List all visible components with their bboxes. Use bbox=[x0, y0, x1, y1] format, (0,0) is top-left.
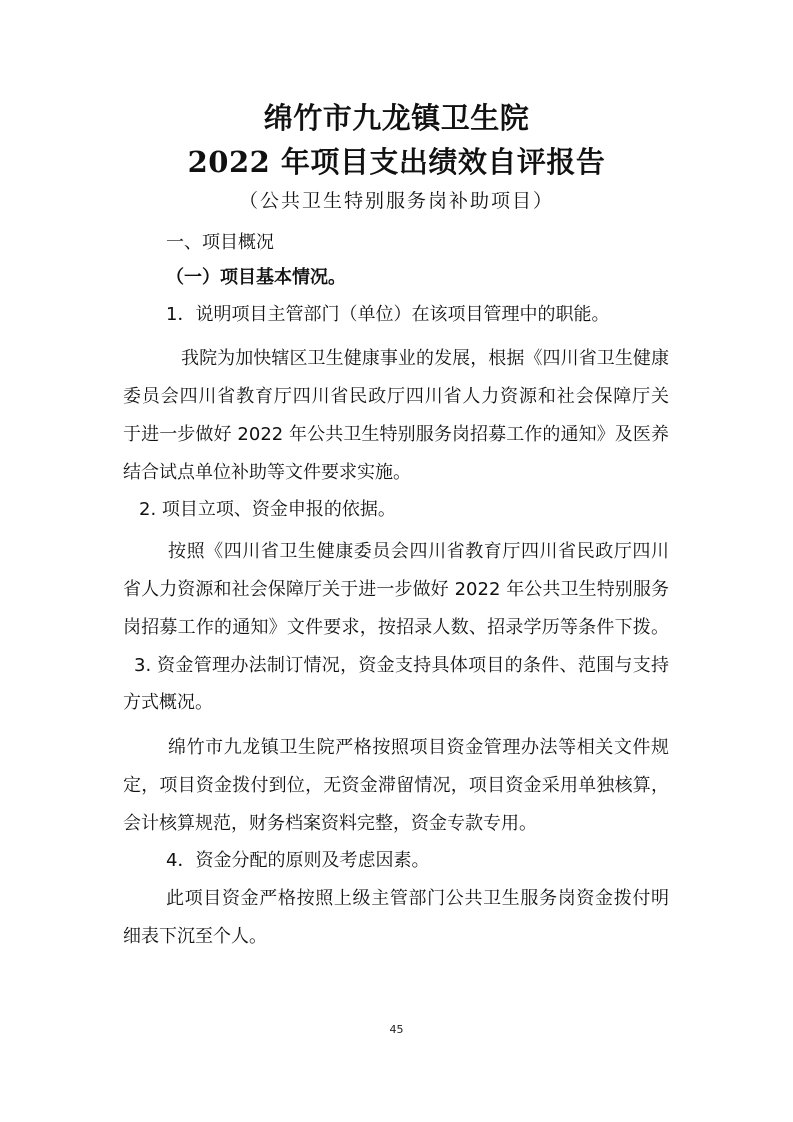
item-1-paragraph-line: 我院为加快辖区卫生健康事业的发展，根据《四川省卫生健康 bbox=[181, 348, 669, 369]
page-number: 45 bbox=[389, 1023, 404, 1036]
section-heading-overview: 一、项目概况 bbox=[166, 232, 274, 253]
item-4-paragraph-line: 细表下沉至个人。 bbox=[123, 926, 267, 947]
item-2-heading: 2. 项目立项、资金申报的依据。 bbox=[139, 499, 396, 520]
item-4-paragraph-line: 此项目资金严格按照上级主管部门公共卫生服务岗资金拨付明 bbox=[166, 888, 669, 909]
subsection-heading-basic-info: （一）项目基本情况。 bbox=[166, 267, 346, 288]
item-1-paragraph-line: 结合试点单位补助等文件要求实施。 bbox=[123, 462, 411, 483]
item-3-paragraph-line: 绵竹市九龙镇卫生院严格按照项目资金管理办法等相关文件规 bbox=[168, 737, 669, 758]
item-2-paragraph-line: 岗招募工作的通知》文件要求，按招录人数、招录学历等条件下拨。 bbox=[123, 617, 669, 638]
item-1-heading: 1．说明项目主管部门（单位）在该项目管理中的职能。 bbox=[166, 304, 610, 325]
item-1-paragraph-line: 于进一步做好 2022 年公共卫生特别服务岗招募工作的通知》及医养 bbox=[123, 424, 669, 445]
item-4-heading: 4．资金分配的原则及考虑因素。 bbox=[166, 850, 430, 871]
item-3-heading: 3. 资金管理办法制订情况，资金支持具体项目的条件、范围与支持 bbox=[134, 655, 669, 676]
report-title-line-1: 绵竹市九龙镇卫生院 bbox=[263, 101, 530, 135]
report-title-line-2: 2022 年项目支出绩效自评报告 bbox=[187, 145, 606, 179]
item-2-paragraph-line: 按照《四川省卫生健康委员会四川省教育厅四川省民政厅四川 bbox=[168, 541, 669, 562]
item-3-paragraph-line: 定，项目资金拨付到位，无资金滞留情况，项目资金采用单独核算， bbox=[123, 775, 669, 796]
item-1-paragraph-line: 委员会四川省教育厅四川省民政厅四川省人力资源和社会保障厅关 bbox=[123, 386, 669, 407]
item-2-paragraph-line: 省人力资源和社会保障厅关于进一步做好 2022 年公共卫生特别服务 bbox=[123, 579, 669, 600]
item-3-paragraph-line: 会计核算规范，财务档案资料完整，资金专款专用。 bbox=[123, 813, 537, 834]
item-3-heading-continued: 方式概况。 bbox=[123, 692, 213, 713]
report-subtitle: （公共卫生特别服务岗补助项目） bbox=[238, 190, 554, 212]
